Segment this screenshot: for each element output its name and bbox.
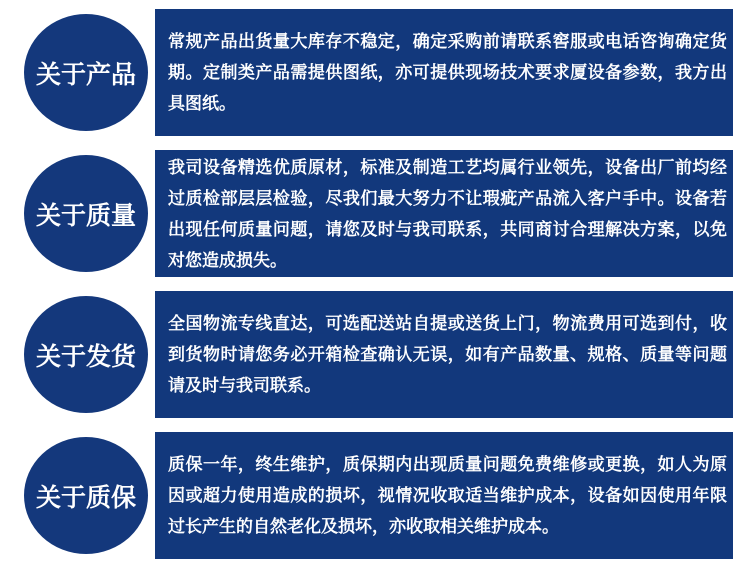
section-panel-quality xyxy=(155,150,733,277)
section-row-shipping xyxy=(24,291,733,418)
section-badge-quality xyxy=(24,155,148,272)
section-badge-label: 关于质保 xyxy=(35,483,136,512)
section-panel-product xyxy=(155,9,733,136)
section-panel-shipping xyxy=(155,291,733,418)
section-badge-product xyxy=(24,14,148,131)
section-row-product xyxy=(24,9,733,136)
section-badge-shipping xyxy=(24,296,148,413)
section-text-warranty: 质保一年，终生维护，质保期内出现质量问题免费维修或更换，如人为原因或超力使用造成的损坏，视情况收取适当维护成本，设备如因使用年限过长产生的自然老化及损坏，亦收取相关维护成本。 xyxy=(168,455,727,536)
section-text-shipping: 全国物流专线直达，可选配送站自提或送货上门，物流费用可选到付，收到货物时请您务必开箱检查确认无误，如有产品数量、规格、质量等问题请及时与我司联系。 xyxy=(168,314,727,395)
section-badge-label: 关于产品 xyxy=(35,60,136,89)
section-panel-warranty xyxy=(155,432,733,559)
section-text-product: 常规产品出货量大库存不稳定，确定采购前请联系窖服或电话咨询确定货期。定制类产品需提供图纸，亦可提供现场技术要求厦设备参数，我方出具图纸。 xyxy=(168,32,727,113)
section-row-quality xyxy=(24,150,733,277)
section-badge-label: 关于发货 xyxy=(35,342,136,371)
section-text-quality: 我司设备精选优质原材，标准及制造工艺均属行业领先，设备出厂前均经过质检部层层检验，尽我们最大努力不让瑕疵产品流入客户手中。设备若出现任何质量问题，请您及时与我司联系，共同商讨合理解决方案，以免对您造成损失。 xyxy=(168,157,727,270)
section-row-warranty xyxy=(24,432,733,559)
section-badge-label: 关于质量 xyxy=(35,201,136,230)
section-badge-warranty xyxy=(24,437,148,554)
